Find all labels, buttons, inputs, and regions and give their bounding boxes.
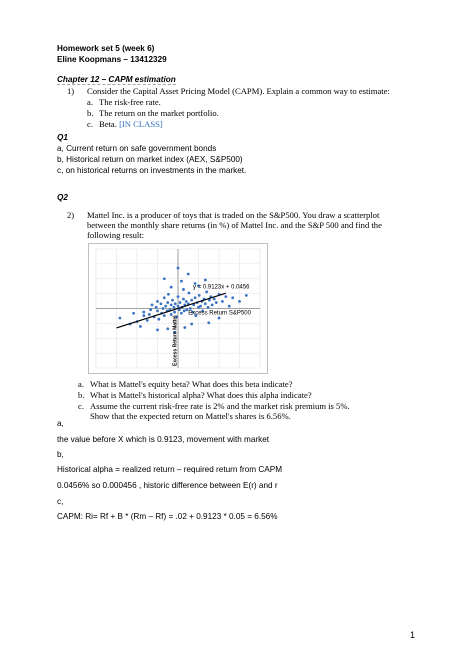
data-point [183, 309, 186, 312]
data-point [156, 300, 159, 303]
data-point [180, 312, 183, 315]
data-point [177, 267, 180, 270]
data-point [157, 318, 160, 321]
data-point [170, 286, 173, 289]
answer-b-label: b, [57, 450, 64, 459]
data-point [119, 317, 122, 320]
x-axis-label: Excess Return S&P500 [188, 310, 251, 317]
data-point [190, 299, 193, 302]
q2-question-b: b. What is Mattel's historical alpha? What does this alpha indicate? [78, 390, 312, 400]
q2-prompt-line-1: 2) Mattel Inc. is a producer of toys that is traded on the S&P500. You draw a scatterplot [67, 210, 380, 220]
data-point [205, 290, 208, 293]
q2-heading: Q2 [57, 193, 68, 202]
data-point [207, 321, 210, 324]
document-title: Homework set 5 (week 6) [57, 44, 155, 53]
data-point [190, 323, 193, 326]
q1-answer-a: a, Current return on safe government bonds [57, 144, 217, 153]
q1-prompt [67, 86, 390, 96]
author-line: Eline Koopmans – 13412329 [57, 55, 167, 64]
data-point [139, 325, 142, 328]
data-point [173, 306, 176, 309]
data-point [151, 304, 154, 307]
data-point [198, 294, 201, 297]
q1-number: 1) [67, 86, 75, 96]
data-point [166, 301, 169, 304]
data-point [132, 312, 135, 315]
data-point [188, 292, 191, 295]
answer-c-label: c, [57, 497, 64, 506]
data-point [211, 304, 214, 307]
data-point [218, 317, 221, 320]
data-point [163, 277, 166, 280]
data-point [177, 305, 180, 308]
data-point [174, 302, 177, 305]
data-point [148, 313, 151, 316]
data-point [155, 306, 158, 309]
page-number: 1 [410, 630, 416, 640]
q2-prompt-line-2: between the monthly share returns (in %) of Mattel Inc. and the S&P 500 and find the [87, 220, 382, 230]
data-point [173, 311, 176, 314]
q2-question-c: c. Assume the current risk-free rate is 2% and the market risk premium is 5%. [78, 401, 350, 411]
data-point [245, 294, 248, 297]
data-point [207, 306, 210, 309]
data-point [204, 302, 207, 305]
data-point [163, 314, 166, 317]
data-point [238, 300, 241, 303]
data-point [182, 288, 185, 291]
data-point [163, 296, 166, 299]
data-point [162, 307, 165, 310]
q1-answer-b: b, Historical return on market index (AEX, S&P500) [57, 155, 243, 164]
scatter-chart [88, 243, 268, 374]
q1-heading: Q1 [57, 133, 68, 142]
trendline-equation: y = 0.9123x + 0.0456 [193, 284, 250, 291]
data-point [156, 329, 159, 332]
q2-prompt-line-3: following result: [87, 230, 145, 240]
data-point [187, 273, 190, 276]
data-point [142, 314, 145, 317]
data-point [180, 280, 183, 283]
q1-item-c: c. Beta. [IN CLASS] [87, 119, 163, 129]
data-point [171, 299, 174, 302]
q1-item-a: a. The risk-free rate. [87, 97, 161, 107]
data-point [199, 305, 202, 308]
in-class-note: [IN CLASS] [119, 119, 163, 129]
q1-item-b: b. The return on the market portfolio. [87, 108, 219, 118]
data-point [167, 293, 170, 296]
data-point [142, 311, 145, 314]
data-point [170, 304, 173, 307]
data-point [179, 301, 182, 304]
q1-answer-c: c, on historical returns on investments in the market. [57, 166, 247, 175]
chapter-heading: Chapter 12 – CAPM estimation [57, 75, 176, 84]
data-point [177, 295, 180, 298]
data-point [228, 305, 231, 308]
data-point [166, 327, 169, 330]
data-point [194, 296, 197, 299]
q2-question-a: a. What is Mattel's equity beta? What does this beta indicate? [78, 379, 293, 389]
answer-a-label: a, [57, 419, 64, 428]
data-point [146, 319, 149, 322]
answer-b-text-2: 0.0456% so 0.000456 , historic difference between E(r) and r [57, 481, 278, 490]
data-point [183, 326, 186, 329]
data-point [160, 302, 163, 305]
answer-c-text: CAPM: Ri= Rf + B * (Rm – Rf) = .02 + 0.9123 * 0.05 = 6.56% [57, 512, 278, 521]
answer-b-text-1: Historical alpha = realized return – required return from CAPM [57, 465, 283, 474]
data-point [149, 308, 152, 311]
q1-prompt-text: Consider the Capital Asset Pricing Model (CAPM). Explain a common way to estimate: [87, 86, 390, 96]
data-point [224, 295, 227, 298]
data-point [182, 298, 185, 301]
data-point [221, 300, 224, 303]
data-point [215, 301, 218, 304]
data-point [231, 296, 234, 299]
q2-question-c-line-2: Show that the expected return on Mattel's shares is 6.56%. [90, 411, 291, 421]
data-point [213, 298, 216, 301]
data-point [156, 309, 159, 312]
data-point [164, 305, 167, 308]
data-point [185, 300, 188, 303]
y-axis-label: Excess Return Mattel [172, 315, 179, 366]
data-point [204, 279, 207, 282]
answer-a-text: the value before X which is 0.9123, movement with market [57, 435, 270, 444]
